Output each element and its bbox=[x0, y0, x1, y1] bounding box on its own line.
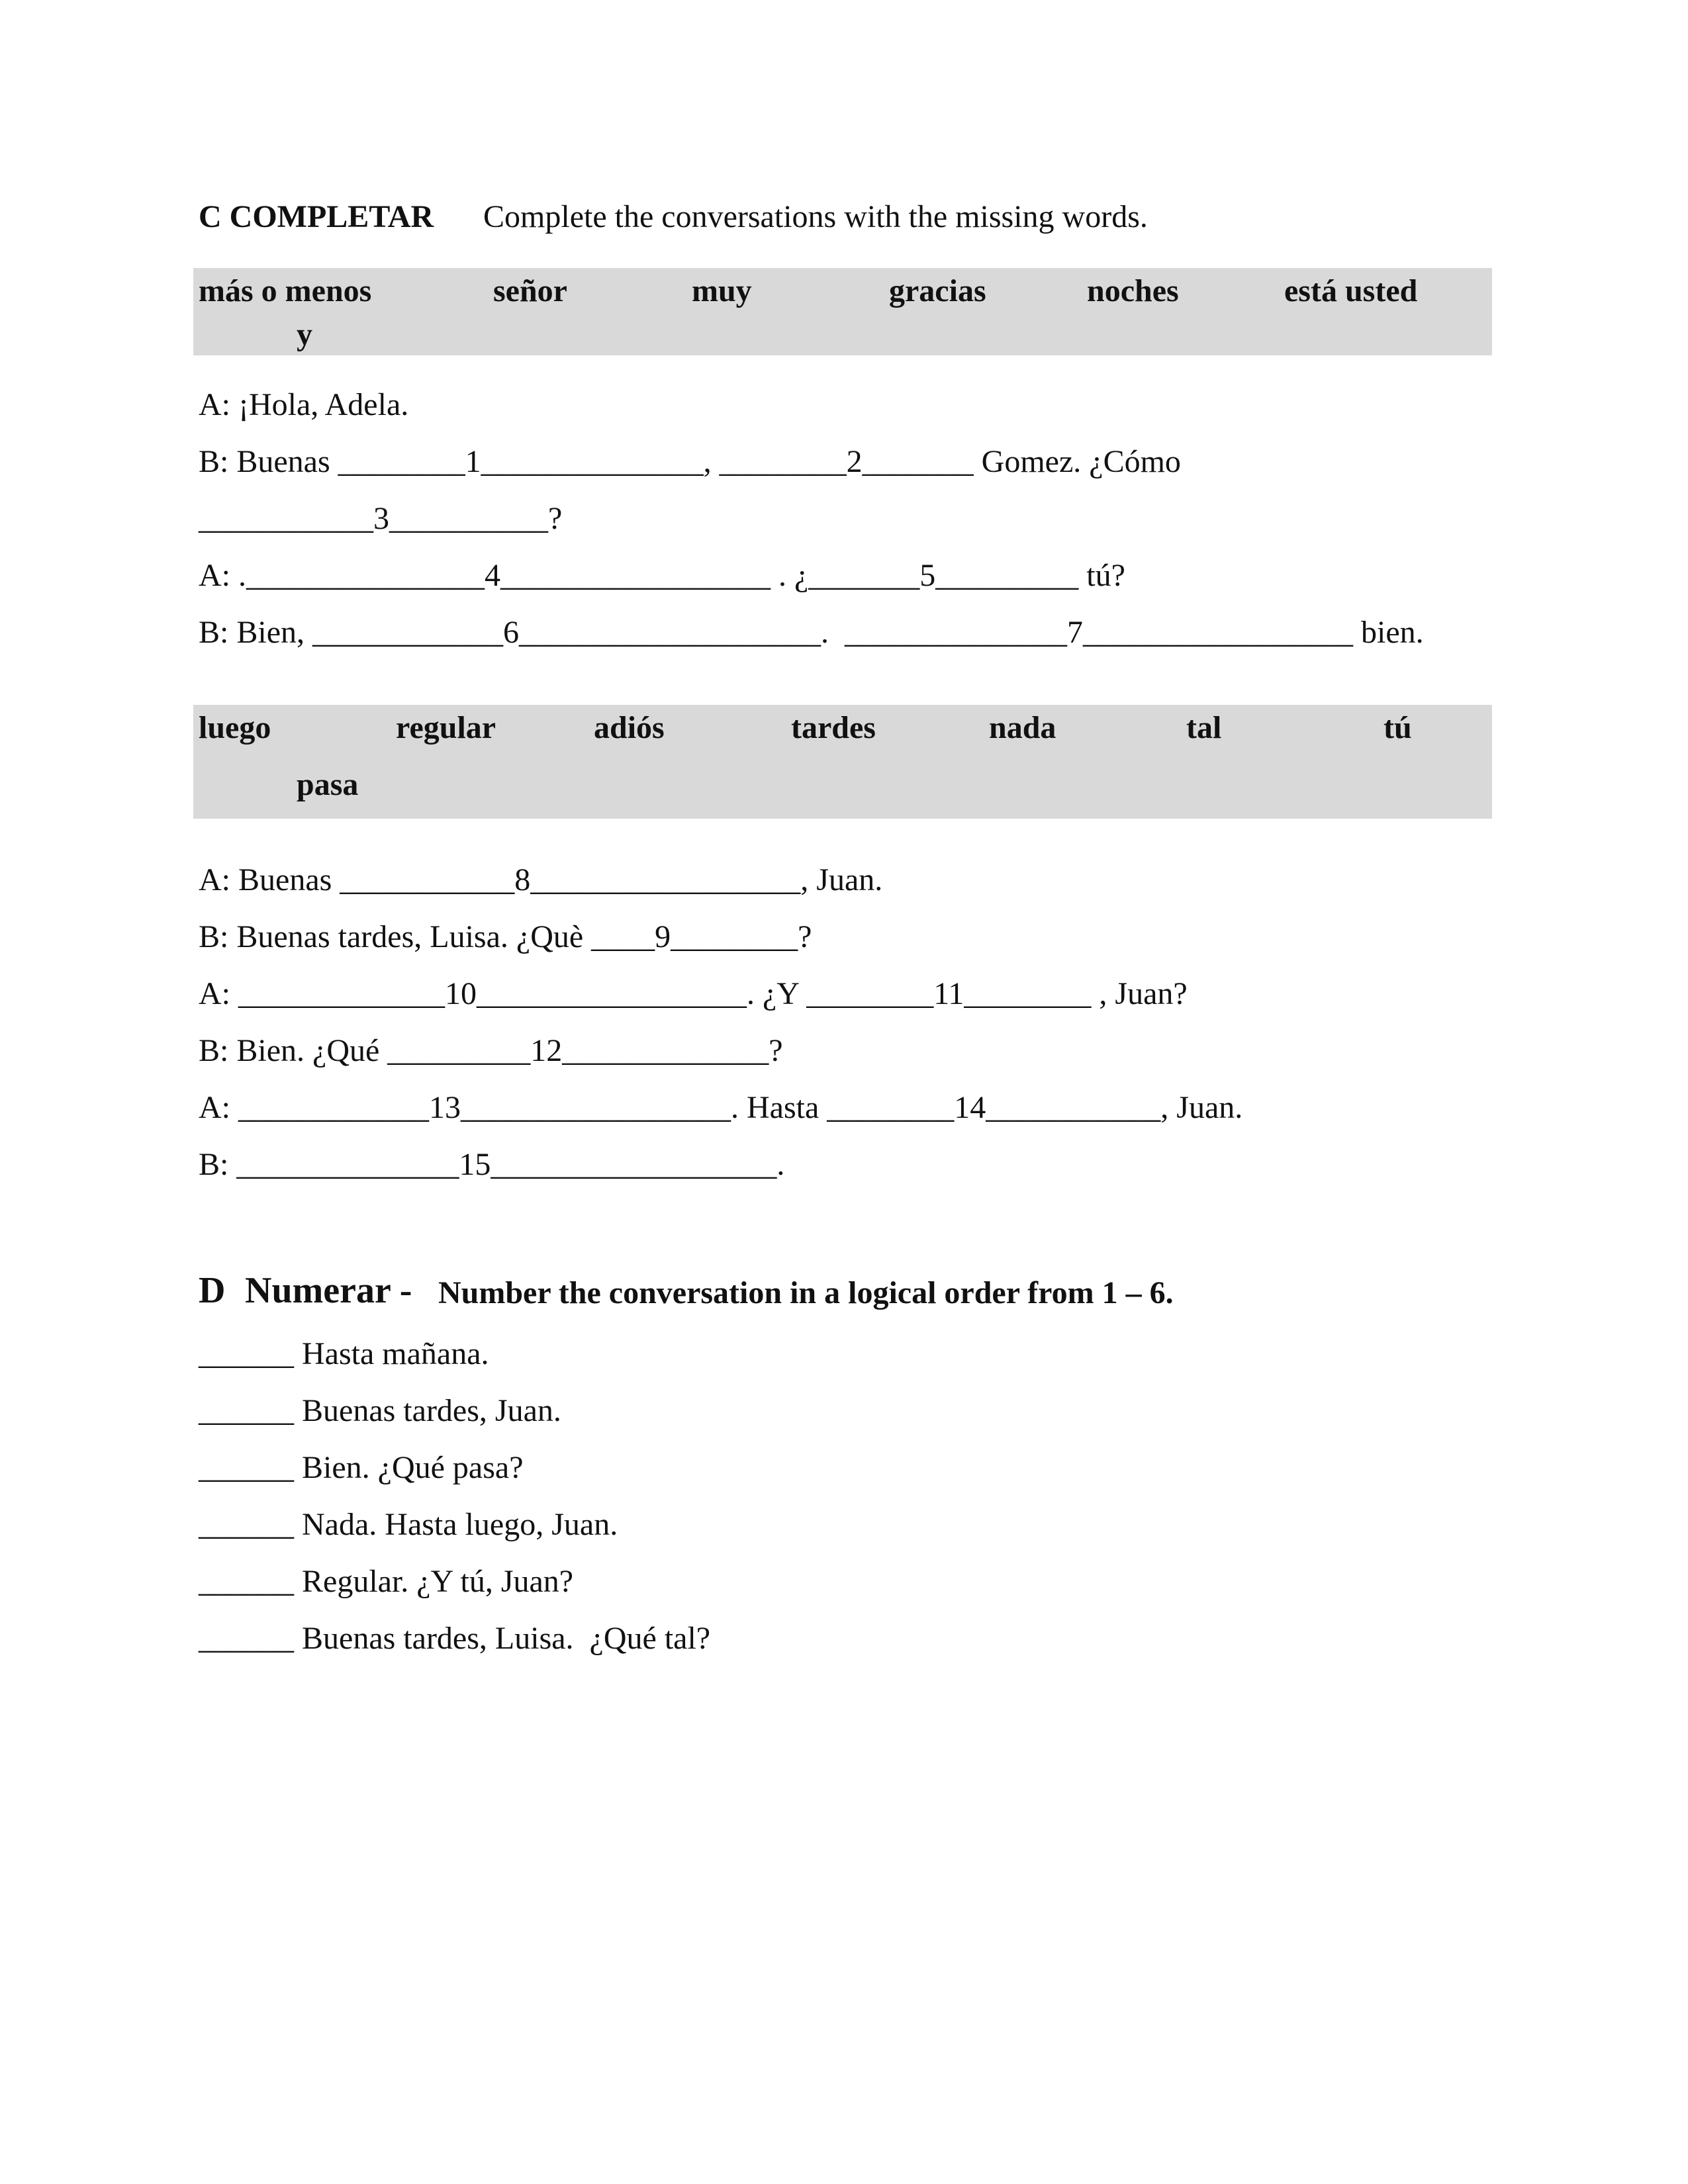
word-bank-2-item: luego bbox=[199, 710, 271, 745]
dialogue-1-line: B: Buenas ________1______________, ________2_______ Gomez. ¿Cómo bbox=[199, 444, 1181, 479]
section-d-title: Numerar - bbox=[245, 1270, 412, 1311]
word-bank-1-item: señor bbox=[493, 273, 567, 308]
order-line: ______ Nada. Hasta luego, Juan. bbox=[199, 1507, 618, 1542]
word-bank-1-item: noches bbox=[1087, 273, 1179, 308]
dialogue-2-line: B: ______________15__________________. bbox=[199, 1147, 785, 1182]
word-bank-2-item: adiós bbox=[594, 710, 665, 745]
dialogue-2-line: A: ____________13_________________. Hasta ________14___________, Juan. bbox=[199, 1090, 1243, 1125]
word-bank-2-item: regular bbox=[396, 710, 496, 745]
word-bank-2-item: pasa bbox=[297, 767, 359, 802]
dialogue-1-line: A: ._______________4_________________ . ¿_______5_________ tú? bbox=[199, 558, 1125, 593]
dialogue-1-line: A: ¡Hola, Adela. bbox=[199, 387, 409, 422]
dialogue-2-line: A: _____________10_________________. ¿Y ________11________ , Juan? bbox=[199, 976, 1188, 1011]
word-bank-2-item: nada bbox=[989, 710, 1056, 745]
order-line: ______ Buenas tardes, Luisa. ¿Qué tal? bbox=[199, 1621, 711, 1656]
section-c-instruction: Complete the conversations with the missing words. bbox=[483, 199, 1148, 234]
order-line: ______ Regular. ¿Y tú, Juan? bbox=[199, 1564, 574, 1599]
section-d-letter: D bbox=[199, 1270, 226, 1311]
word-bank-2-item: tú bbox=[1383, 710, 1412, 745]
dialogue-1-line: B: Bien, ____________6___________________. ______________7_________________ bien. bbox=[199, 615, 1424, 650]
section-d-instruction: Number the conversation in a logical order from 1 – 6. bbox=[438, 1275, 1174, 1310]
word-bank-1-item: muy bbox=[692, 273, 752, 308]
order-line: ______ Bien. ¿Qué pasa? bbox=[199, 1450, 524, 1485]
word-bank-1-item: y bbox=[297, 317, 312, 352]
word-bank-2-item: tal bbox=[1186, 710, 1222, 745]
dialogue-1-line: ___________3__________? bbox=[199, 501, 563, 536]
word-bank-1-item: más o menos bbox=[199, 273, 372, 308]
word-bank-1-item: está usted bbox=[1284, 273, 1418, 308]
order-line: ______ Buenas tardes, Juan. bbox=[199, 1393, 561, 1428]
word-bank-1-item: gracias bbox=[889, 273, 986, 308]
dialogue-2-line: B: Buenas tardes, Luisa. ¿Què ____9________? bbox=[199, 919, 812, 954]
section-c-title: C COMPLETAR bbox=[199, 199, 434, 234]
order-line: ______ Hasta mañana. bbox=[199, 1336, 489, 1371]
word-bank-2-item: tardes bbox=[791, 710, 876, 745]
dialogue-2-line: A: Buenas ___________8_________________, Juan. bbox=[199, 862, 883, 897]
dialogue-2-line: B: Bien. ¿Qué _________12_____________? bbox=[199, 1033, 783, 1068]
